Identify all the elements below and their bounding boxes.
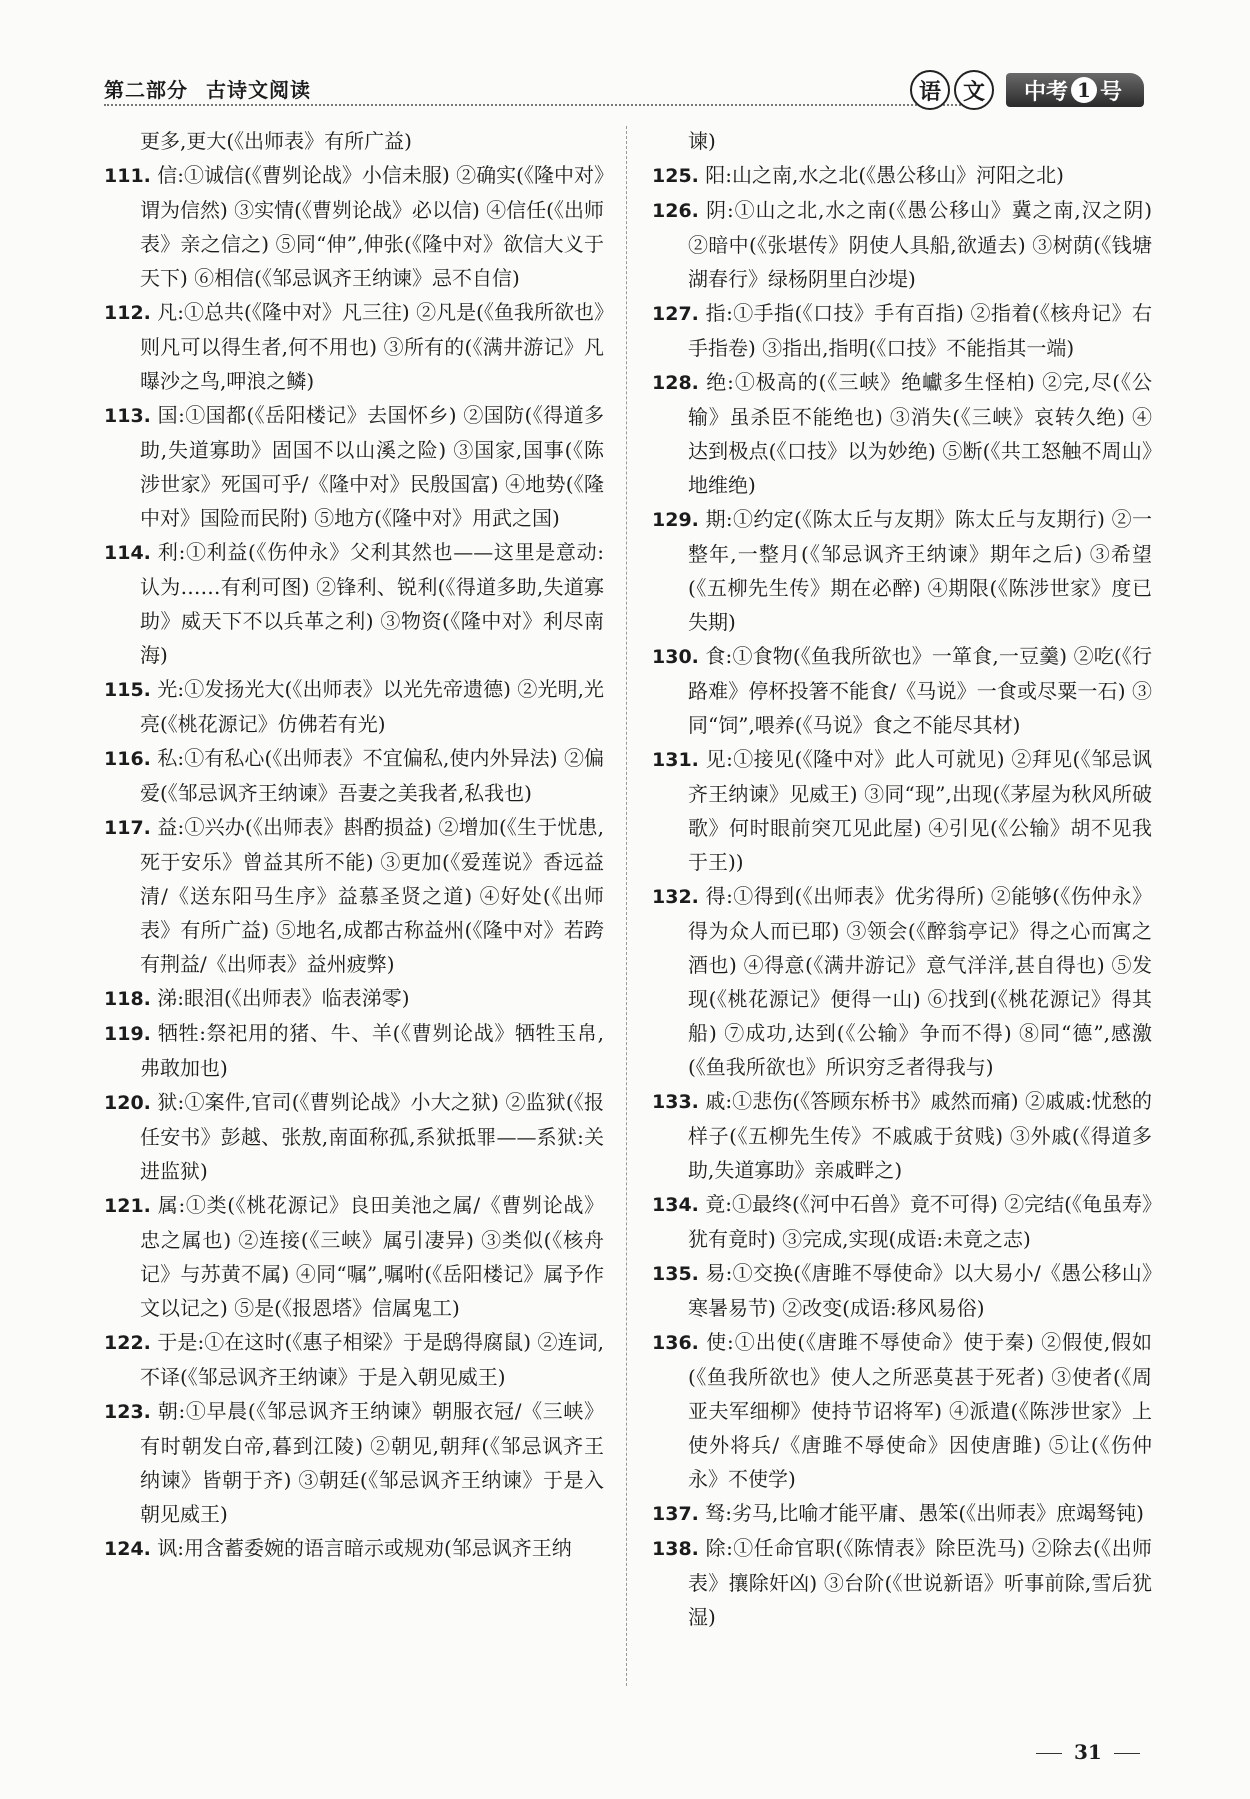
entry-number: 130. (652, 646, 699, 668)
entry-number: 122. (104, 1332, 151, 1354)
glossary-entry (104, 1394, 604, 1531)
entry-text: 牺牲:祭祀用的猪、牛、羊(《曹刿论战》牺牲玉帛,弗敢加也) (140, 1021, 605, 1080)
page-number-text: 31 (1074, 1740, 1102, 1764)
brand-badge (910, 68, 1144, 112)
glossary-entry (104, 398, 604, 535)
entry-text: 阳:山之南,水之北(《愚公移山》河阳之北) (705, 163, 1064, 187)
entry-text: 驽:劣马,比喻才能平庸、愚笨(《出师表》庶竭驽钝) (705, 1501, 1144, 1525)
entry-number: 126. (652, 200, 699, 222)
entry-text: 属:①类(《桃花源记》良田美池之属/《曹刿论战》忠之属也) ②连接(《三峡》属引凄异) ③类似(《核舟记》与苏黄不属) ④同“嘱”,嘱咐(《岳阳楼记》属予作文以记之) ⑤是(《报恩塔》信属鬼工) (140, 1193, 605, 1320)
entry-text: 光:①发扬光大(《出师表》以光先帝遗德) ②光明,光亮(《桃花源记》仿佛若有光) (140, 677, 605, 736)
entry-text: 易:①交换(《唐雎不辱使命》以大易小/《愚公移山》寒暑易节) ②改变(成语:移风易俗) (688, 1261, 1152, 1320)
glossary-entry (104, 672, 604, 741)
brand-pre: 中考 (1023, 78, 1068, 105)
entry-text: 期:①约定(《陈太丘与友期》陈太丘与友期行) ②一整年,一整月(《邹忌讽齐王纳谏》期年之后) ③希望(《五柳先生传》期在必醉) ④期限(《陈涉世家》度已失期) (688, 507, 1153, 634)
entry-text: 指:①手指(《口技》手有百指) ②指着(《核舟记》右手指卷) ③指出,指明(《口技》不能指其一端) (688, 301, 1153, 360)
entry-text: 戚:①悲伤(《答顾东桥书》戚然而痛) ②戚戚:忧愁的样子(《五柳先生传》不戚戚于贫贱) ③外戚(《得道多助,失道寡助》亲戚畔之) (688, 1089, 1152, 1182)
entry-text: 私:①有私心(《出师表》不宜偏私,使内外异法) ②偏爱(《邹忌讽齐王纳谏》吾妻之美我者,私我也) (140, 746, 605, 805)
entry-text: 竟:①最终(《河中石兽》竟不可得) ②完结(《龟虽寿》犹有竟时) ③完成,实现(成语:未竟之志) (688, 1192, 1152, 1251)
glossary-entry (652, 1084, 1152, 1187)
glossary-entry (652, 1496, 1152, 1531)
glossary-entry (104, 1188, 604, 1325)
entry-text: 讽:用含蓄委婉的语言暗示或规劝(邹忌讽齐王纳 (157, 1536, 572, 1560)
entry-text: 涕:眼泪(《出师表》临表涕零) (157, 986, 410, 1010)
glossary-entry (652, 639, 1152, 742)
entry-number: 132. (652, 886, 699, 908)
entry-number: 119. (104, 1023, 151, 1045)
glossary-entry (652, 1187, 1152, 1256)
glossary-entry (652, 1325, 1152, 1496)
glossary-entry (104, 295, 604, 398)
entry-number: 128. (652, 372, 699, 394)
glossary-entry (652, 1531, 1152, 1634)
glossary-entry (652, 879, 1152, 1084)
right-column (652, 124, 1152, 1634)
page-header (104, 68, 1144, 116)
left-entry-list (104, 158, 604, 1566)
entry-text: 朝:①早晨(《邹忌讽齐王纳谏》朝服衣冠/《三峡》有时朝发白帝,暮到江陵) ②朝见,朝拜(《邹忌讽齐王纳谏》皆朝于齐) ③朝廷(《邹忌讽齐王纳谏》于是入朝见威王) (140, 1399, 605, 1526)
entry-number: 127. (652, 303, 699, 325)
entry-number: 113. (104, 405, 151, 427)
left-continuation: 更多,更大(《出师表》有所广益) (140, 129, 412, 153)
entry-number: 111. (104, 165, 151, 187)
entry-number: 118. (104, 988, 151, 1010)
entry-number: 135. (652, 1263, 699, 1285)
entry-text: 见:①接见(《隆中对》此人可就见) ②拜见(《邹忌讽齐王纳谏》见威王) ③同“现”,出现(《茅屋为秋风所破歌》何时眼前突兀见此屋) ④引见(《公输》胡不见我于王)) (688, 747, 1153, 874)
page-number (1024, 1740, 1152, 1764)
subject-char-2: 文 (954, 70, 994, 110)
column-divider (626, 126, 627, 1686)
section-title: 古诗文阅读 (206, 78, 311, 102)
entry-text: 食:①食物(《鱼我所欲也》一箪食,一豆羹) ②吃(《行路难》停杯投箸不能食/《马说》一食或尽粟一石) ③同“饲”,喂养(《马说》食之不能尽其材) (688, 644, 1152, 737)
entry-text: 凡:①总共(《隆中对》凡三往) ②凡是(《鱼我所欲也》则凡可以得生者,何不用也) ③所有的(《满井游记》凡曝沙之鸟,呷浪之鳞) (140, 300, 604, 393)
entry-number: 131. (652, 749, 699, 771)
brand-post: 号 (1099, 78, 1122, 105)
entry-number: 133. (652, 1091, 699, 1113)
glossary-entry (652, 158, 1152, 193)
entry-number: 129. (652, 509, 699, 531)
entry-text: 阴:①山之北,水之南(《愚公移山》冀之南,汉之阴) ②暗中(《张堪传》阴使人具船,欲遁去) ③树荫(《钱塘湖春行》绿杨阴里白沙堤) (688, 198, 1153, 291)
entry-text: 国:①国都(《岳阳楼记》去国怀乡) ②国防(《得道多助,失道寡助》固国不以山溪之险) ③国家,国事(《陈涉世家》死国可乎/《隆中对》民殷国富) ④地势(《隆中对》国险而民附) ⑤地方(《隆中对》用武之国) (140, 403, 605, 530)
entry-number: 138. (652, 1538, 699, 1560)
entry-number: 116. (104, 748, 151, 770)
glossary-entry (652, 502, 1152, 639)
entry-text: 于是:①在这时(《惠子相梁》于是鸱得腐鼠) ②连词,不译(《邹忌讽齐王纳谏》于是入朝见威王) (140, 1330, 605, 1389)
entry-text: 绝:①极高的(《三峡》绝巘多生怪柏) ②完,尽(《公输》虽杀臣不能绝也) ③消失(《三峡》哀转久绝) ④达到极点(《口技》以为妙绝) ⑤断(《共工怒触不周山》地维绝) (688, 370, 1152, 497)
entry-number: 123. (104, 1401, 151, 1423)
entry-text: 信:①诚信(《曹刿论战》小信未服) ②确实(《隆中对》谓为信然) ③实情(《曹刿论战》必以信) ④信任(《出师表》亲之信之) ⑤同“伸”,伸张(《隆中对》欲信大义于天下) ⑥相信(《邹忌讽齐王纳谏》忌不自信) (140, 163, 604, 290)
entry-number: 125. (652, 165, 699, 187)
entry-number: 124. (104, 1538, 151, 1560)
glossary-entry (104, 1085, 604, 1188)
glossary-entry (652, 296, 1152, 365)
brand-num: 1 (1071, 77, 1097, 103)
right-continuation: 谏) (688, 129, 716, 153)
entry-number: 121. (104, 1195, 151, 1217)
entry-number: 134. (652, 1194, 699, 1216)
entry-number: 117. (104, 817, 151, 839)
glossary-entry (104, 810, 604, 981)
part-label: 第二部分 (104, 78, 188, 102)
brand-tag (1006, 73, 1144, 107)
glossary-entry (104, 981, 604, 1016)
right-entry-list (652, 158, 1152, 1634)
glossary-entry (652, 193, 1152, 296)
glossary-entry (104, 535, 604, 672)
entry-number: 137. (652, 1503, 699, 1525)
entry-number: 136. (652, 1332, 699, 1354)
glossary-entry (104, 1531, 604, 1566)
entry-text: 使:①出使(《唐雎不辱使命》使于秦) ②假使,假如(《鱼我所欲也》使人之所恶莫甚于死者) ③使者(《周亚夫军细柳》使持节诏将军) ④派遣(《陈涉世家》上使外将兵/《唐雎不辱使命》因使唐雎) ⑤让(《伤仲永》不使学) (688, 1330, 1152, 1491)
entry-number: 115. (104, 679, 151, 701)
subject-char-1: 语 (910, 70, 950, 110)
glossary-entry (104, 1016, 604, 1085)
header-dotted-rule (104, 104, 964, 106)
entry-text: 除:①任命官职(《陈情表》除臣洗马) ②除去(《出师表》攘除奸凶) ③台阶(《世说新语》听事前除,雪后犹湿) (688, 1536, 1153, 1629)
glossary-entry (104, 741, 604, 810)
left-column (104, 124, 604, 1566)
entry-number: 112. (104, 302, 151, 324)
entry-text: 利:①利益(《伤仲永》父利其然也——这里是意动:认为……有利可图) ②锋利、锐利(《得道多助,失道寡助》威天下不以兵革之利) ③物资(《隆中对》利尽南海) (140, 540, 604, 667)
glossary-entry (104, 1325, 604, 1394)
glossary-entry (652, 742, 1152, 879)
glossary-entry (652, 365, 1152, 502)
glossary-entry (104, 158, 604, 295)
entry-text: 得:①得到(《出师表》优劣得所) ②能够(《伤仲永》得为众人而已耶) ③领会(《醉翁亭记》得之心而寓之酒也) ④得意(《满井游记》意气洋洋,甚自得也) ⑤发现(《桃花源记》便得一山) ⑥找到(《桃花源记》得其船) ⑦成功,达到(《公输》争而不得) ⑧同“德”,感激(《鱼我所欲也》所识穷乏者得我与) (688, 884, 1153, 1079)
entry-text: 益:①兴办(《出师表》斟酌损益) ②增加(《生于忧患,死于安乐》曾益其所不能) ③更加(《爱莲说》香远益清/《送东阳马生序》益慕圣贤之道) ④好处(《出师表》有所广益) ⑤地名,成都古称益州(《隆中对》若跨有荆益/《出师表》益州疲弊) (140, 815, 604, 976)
glossary-entry (652, 1256, 1152, 1325)
entry-text: 狱:①案件,官司(《曹刿论战》小大之狱) ②监狱(《报任安书》彭越、张敖,南面称孤,系狱抵罪——系狱:关进监狱) (140, 1090, 604, 1183)
entry-number: 114. (104, 542, 151, 564)
entry-number: 120. (104, 1092, 151, 1114)
section-label (104, 74, 311, 103)
